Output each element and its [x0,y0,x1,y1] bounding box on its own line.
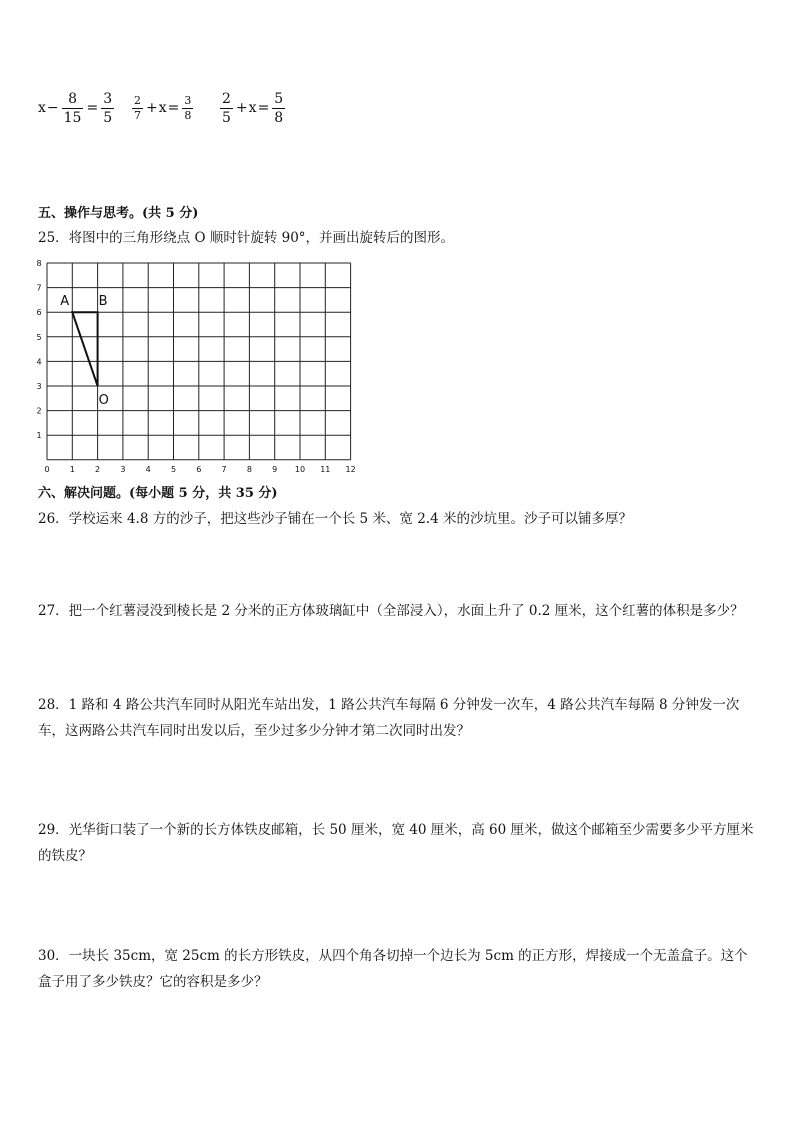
x-tick-label: 7 [221,464,227,474]
fraction-numerator: 2 [222,90,231,107]
fraction-numerator: 3 [184,93,192,107]
x-tick-label: 1 [69,464,75,474]
y-tick-label: 7 [36,283,42,293]
y-tick-label: 1 [36,431,42,441]
fraction [101,90,114,127]
equation-operator: + [235,100,248,116]
x-tick-label: 6 [196,464,202,474]
point-label-o: O [98,393,109,408]
fraction-denominator: 15 [63,109,82,126]
fraction [132,94,143,123]
fraction-numerator: 8 [68,90,78,107]
y-tick-label: 8 [36,259,42,268]
x-tick-label: 4 [145,464,151,474]
equation-3 [218,88,287,128]
equation-equals: = [86,100,99,116]
fraction-numerator: 2 [134,93,141,107]
coordinate-grid [30,255,370,477]
question-25: 25．将图中的三角形绕点 O 顺时针旋转 90°，并画出旋转后的图形。 [38,230,455,246]
fraction [182,94,193,123]
y-tick-label: 5 [36,332,42,342]
question-30: 30．一块长 35cm，宽 25cm 的长方形铁皮，从四个角各切掉一个边长为 5cm 的正方形，焊接成一个无盖盒子。这个盒子用了多少铁皮？它的容积是多少？ [38,948,748,990]
x-tick-label: 2 [95,464,101,474]
fraction [220,90,233,127]
equation-operator: − [46,100,59,116]
x-tick-label: 8 [246,464,252,474]
fraction-denominator: 8 [184,108,192,122]
fraction-numerator: 3 [103,90,113,107]
x-tick-label: 0 [44,464,50,474]
y-tick-label: 2 [36,406,42,416]
question-28: 28．1 路和 4 路公共汽车同时从阳光车站出发，1 路公共汽车每隔 6 分钟发一次车，4 路公共汽车每隔 8 分钟发一次车，这两路公共汽车同时出发以后，至少过多少分钟才第二次同时出发？ [38,697,740,739]
x-tick-label: 9 [272,464,278,474]
equation-var: x [158,100,167,116]
x-tick-label: 12 [345,464,356,474]
triangle-aob [72,312,97,386]
section-5-heading: 五、操作与思考。(共 5 分) [38,206,199,221]
y-tick-label: 4 [36,357,42,367]
fraction-denominator: 8 [274,109,284,126]
equation-operator: + [146,100,158,116]
fraction-denominator: 5 [103,109,113,126]
fraction [62,90,84,127]
fraction-numerator: 5 [274,90,284,107]
question-26: 26．学校运来 4.8 方的沙子，把这些沙子铺在一个长 5 米、宽 2.4 米的沙坑里。沙子可以铺多厚？ [38,511,632,527]
x-tick-label: 5 [170,464,177,474]
x-tick-label: 3 [120,464,126,474]
equation-2 [130,88,195,128]
equation-var: x [248,100,257,116]
x-tick-label: 10 [294,464,306,474]
question-27: 27．把一个红薯浸没到棱长是 2 分米的正方体玻璃缸中（全部浸入），水面上升了 0.2 厘米，这个红薯的体积是多少？ [38,603,744,619]
y-tick-label: 6 [36,308,42,318]
equation-equals: = [257,100,270,116]
point-label-b: B [98,294,108,310]
equation-var: x [38,100,46,116]
equation-1 [38,88,116,128]
equation-equals: = [167,100,180,116]
fraction [272,90,285,127]
section-6-heading: 六、解决问题。(每小题 5 分，共 35 分) [38,486,278,501]
point-label-a: A [60,294,70,310]
fraction-denominator: 7 [134,108,141,122]
y-tick-label: 3 [36,382,42,391]
question-29: 29．光华街口装了一个新的长方体铁皮邮箱，长 50 厘米，宽 40 厘米，高 60 厘米，做这个邮箱至少需要多少平方厘米的铁皮？ [38,822,754,864]
x-tick-label: 11 [320,464,331,474]
fraction-denominator: 5 [222,109,231,126]
